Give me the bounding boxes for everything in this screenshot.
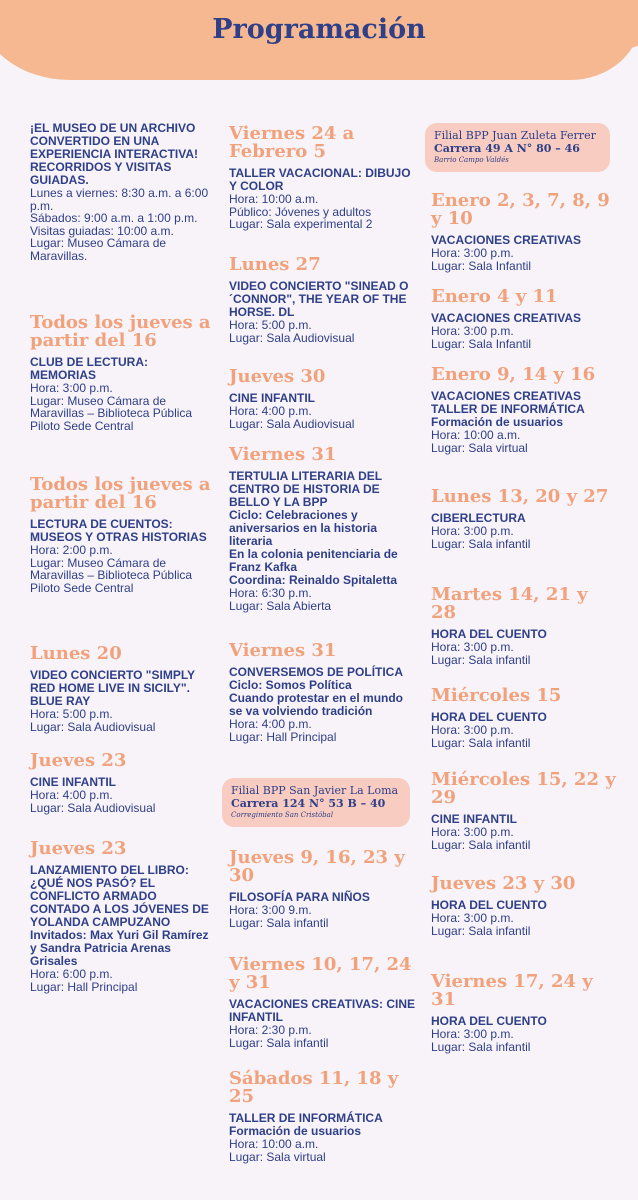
event-info: Hora: 5:00 p.m. Lugar: Sala Audiovisual <box>30 707 156 734</box>
event-title: FILOSOFÍA PARA NIÑOS <box>229 890 370 904</box>
event-title: VACACIONES CREATIVAS TALLER DE INFORMÁTICA Formación de usuarios <box>431 389 585 429</box>
event-info: Hora: 3:00 p.m. Lugar: Sala infantil <box>431 1027 531 1054</box>
event-info: Hora: 2:30 p.m. Lugar: Sala infantil <box>229 1023 329 1050</box>
event-ciberlectura <box>431 488 616 550</box>
event-title: CINE INFANTIL <box>30 775 116 789</box>
event-title: VIDEO CONCIERTO "SIMPLY RED HOME LIVE IN SICILY". BLUE RAY <box>30 668 195 708</box>
event-info: Hora: 6:30 p.m. Lugar: Sala Abierta <box>229 586 332 613</box>
event-info: Hora: 3:00 p.m. Lugar: Sala Infantil <box>431 324 532 351</box>
event-title: CONVERSEMOS DE POLÍTICA Ciclo: Somos Política Cuando protestar en el mundo se va volviendo tradición <box>229 665 404 718</box>
event-title: CIBERLECTURA <box>431 511 526 525</box>
filial-san-javier-box <box>222 778 410 827</box>
event-simply-red <box>30 645 215 733</box>
event-date: Jueves 23 y 30 <box>431 873 576 894</box>
event-hora-cuento-miercoles <box>431 687 616 749</box>
event-hora-cuento-viernes <box>431 973 616 1053</box>
filial-address: Carrera 124 N° 53 B – 40 <box>231 797 386 810</box>
event-title: VIDEO CONCIERTO "SINEAD O´CONNOR", THE YEAR OF THE HORSE. DL <box>229 279 409 319</box>
event-title: ¡EL MUSEO DE UN ARCHIVO CONVERTIDO EN UNA EXPERIENCIA INTERACTIVA! RECORRIDOS Y VISITAS GUIADAS. <box>30 121 199 187</box>
event-info: Hora: 5:00 p.m. Lugar: Sala Audiovisual <box>229 318 355 345</box>
event-hora-cuento-martes <box>431 586 616 666</box>
event-club-lectura <box>30 314 215 432</box>
event-lanzamiento-libro <box>30 840 215 993</box>
event-museo <box>30 122 215 262</box>
event-info: Hora: 3:00 p.m. Lugar: Sala infantil <box>431 524 531 551</box>
event-date: Viernes 17, 24 y 31 <box>431 971 593 1010</box>
event-title: LECTURA DE CUENTOS: MUSEOS Y OTRAS HISTORIAS <box>30 517 207 544</box>
event-date: Viernes 31 <box>229 444 337 465</box>
event-title: CINE INFANTIL <box>431 812 517 826</box>
event-date: Jueves 30 <box>229 366 326 387</box>
event-tertulia <box>229 446 419 612</box>
event-cine-infantil <box>30 752 215 814</box>
event-date: Sábados 11, 18 y 25 <box>229 1068 399 1107</box>
event-info: Lunes a viernes: 8:30 a.m. a 6:00 p.m. Sábados: 9:00 a.m. a 1:00 p.m. Visitas guiadas: 10:00 a.m. Lugar: Museo Cámara de Maravillas. <box>30 186 209 263</box>
event-info: Hora: 10:00 a.m. Lugar: Sala virtual <box>229 1137 326 1164</box>
event-date: Lunes 20 <box>30 643 122 664</box>
event-taller-informatica <box>229 1070 419 1163</box>
event-vacaciones-enero <box>431 192 616 272</box>
event-title: VACACIONES CREATIVAS <box>431 311 582 325</box>
event-date: Martes 14, 21 y 28 <box>431 584 588 623</box>
event-cine-infantil-30 <box>229 368 419 430</box>
event-info: Hora: 3:00 p.m. Lugar: Sala infantil <box>431 640 531 667</box>
event-info: Hora: 6:00 p.m. Lugar: Hall Principal <box>30 967 138 994</box>
filial-zuleta-box <box>425 123 610 172</box>
event-date: Miércoles 15 <box>431 685 562 706</box>
event-date: Todos los jueves a partir del 16 <box>30 312 211 351</box>
event-cine-infantil-miercoles <box>431 771 616 851</box>
event-title: CLUB DE LECTURA: MEMORIAS <box>30 355 148 382</box>
page-title: Programación <box>212 14 426 45</box>
filial-address: Carrera 49 A N° 80 – 46 <box>434 142 580 155</box>
event-info: Hora: 3:00 p.m. Lugar: Sala infantil <box>431 825 531 852</box>
event-title: LANZAMIENTO DEL LIBRO: ¿QUÉ NOS PASÓ? EL CONFLICTO ARMADO CONTADO A LOS JÓVENES DE YOLANDA CAMPUZANO Invitados: Max Yuri Gil Ramírez y Sandra Patricia Arenas Grisales <box>30 863 209 968</box>
event-date: Jueves 23 <box>30 838 127 859</box>
event-info: Hora: 10:00 a.m. Lugar: Sala virtual <box>431 428 528 455</box>
event-info: Hora: 3:00 p.m. Lugar: Sala Infantil <box>431 246 532 273</box>
filial-name: Filial BPP Juan Zuleta Ferrer <box>434 129 596 142</box>
event-title: TALLER VACACIONAL: DIBUJO Y COLOR <box>229 166 411 193</box>
event-conversemos <box>229 642 419 743</box>
event-date: Viernes 10, 17, 24 y 31 <box>229 954 412 993</box>
event-title: CINE INFANTIL <box>229 391 315 405</box>
event-taller-vacacional <box>229 125 419 231</box>
filial-area: Barrio Campo Valdés <box>434 156 509 164</box>
event-date: Enero 4 y 11 <box>431 286 558 307</box>
event-title: HORA DEL CUENTO <box>431 1014 547 1028</box>
event-title: TALLER DE INFORMÁTICA Formación de usuarios <box>229 1111 383 1138</box>
event-date: Jueves 23 <box>30 750 127 771</box>
event-lectura-cuentos <box>30 476 215 594</box>
event-info: Hora: 3:00 9.m. Lugar: Sala infantil <box>229 903 329 930</box>
event-date: Viernes 24 a Febrero 5 <box>229 123 355 162</box>
event-date: Jueves 9, 16, 23 y 30 <box>229 847 405 886</box>
event-vacaciones-informatica <box>431 366 616 454</box>
filial-name: Filial BPP San Javier La Loma <box>231 784 399 797</box>
event-title: HORA DEL CUENTO <box>431 898 547 912</box>
event-info: Hora: 3:00 p.m. Lugar: Sala infantil <box>431 723 531 750</box>
event-date: Viernes 31 <box>229 640 337 661</box>
event-date: Lunes 27 <box>229 254 321 275</box>
event-title: VACACIONES CREATIVAS: CINE INFANTIL <box>229 997 416 1024</box>
event-title: HORA DEL CUENTO <box>431 627 547 641</box>
event-vacaciones-4-11 <box>431 288 616 350</box>
event-info: Hora: 3:00 p.m. Lugar: Sala infantil <box>431 911 531 938</box>
event-date: Enero 2, 3, 7, 8, 9 y 10 <box>431 190 610 229</box>
event-date: Lunes 13, 20 y 27 <box>431 486 609 507</box>
event-info: Hora: 2:00 p.m. Lugar: Museo Cámara de Maravillas – Biblioteca Pública Piloto Sede Central <box>30 543 193 595</box>
event-info: Hora: 3:00 p.m. Lugar: Museo Cámara de Maravillas – Biblioteca Pública Piloto Sede Central <box>30 381 193 433</box>
event-vacaciones-cine <box>229 956 419 1049</box>
event-date: Enero 9, 14 y 16 <box>431 364 596 385</box>
event-filosofia <box>229 849 419 929</box>
event-title: HORA DEL CUENTO <box>431 710 547 724</box>
event-info: Hora: 4:00 p.m. Lugar: Sala Audiovisual <box>30 788 156 815</box>
event-title: VACACIONES CREATIVAS <box>431 233 582 247</box>
event-hora-cuento-jueves <box>431 875 616 937</box>
event-info: Hora: 4:00 p.m. Lugar: Hall Principal <box>229 717 337 744</box>
event-date: Todos los jueves a partir del 16 <box>30 474 211 513</box>
filial-area: Corregimiento San Cristóbal <box>231 811 334 819</box>
event-info: Hora: 4:00 p.m. Lugar: Sala Audiovisual <box>229 404 355 431</box>
event-sinead <box>229 256 419 344</box>
event-info: Hora: 10:00 a.m. Público: Jóvenes y adultos Lugar: Sala experimental 2 <box>229 192 373 231</box>
event-date: Miércoles 15, 22 y 29 <box>431 769 616 808</box>
event-title: TERTULIA LITERARIA DEL CENTRO DE HISTORIA DE BELLO Y LA BPP Ciclo: Celebraciones y aniversarios en la historia literaria En la colonia penitenciaria de Franz Kafka Coordina: Reinaldo Spitaletta <box>229 469 398 587</box>
